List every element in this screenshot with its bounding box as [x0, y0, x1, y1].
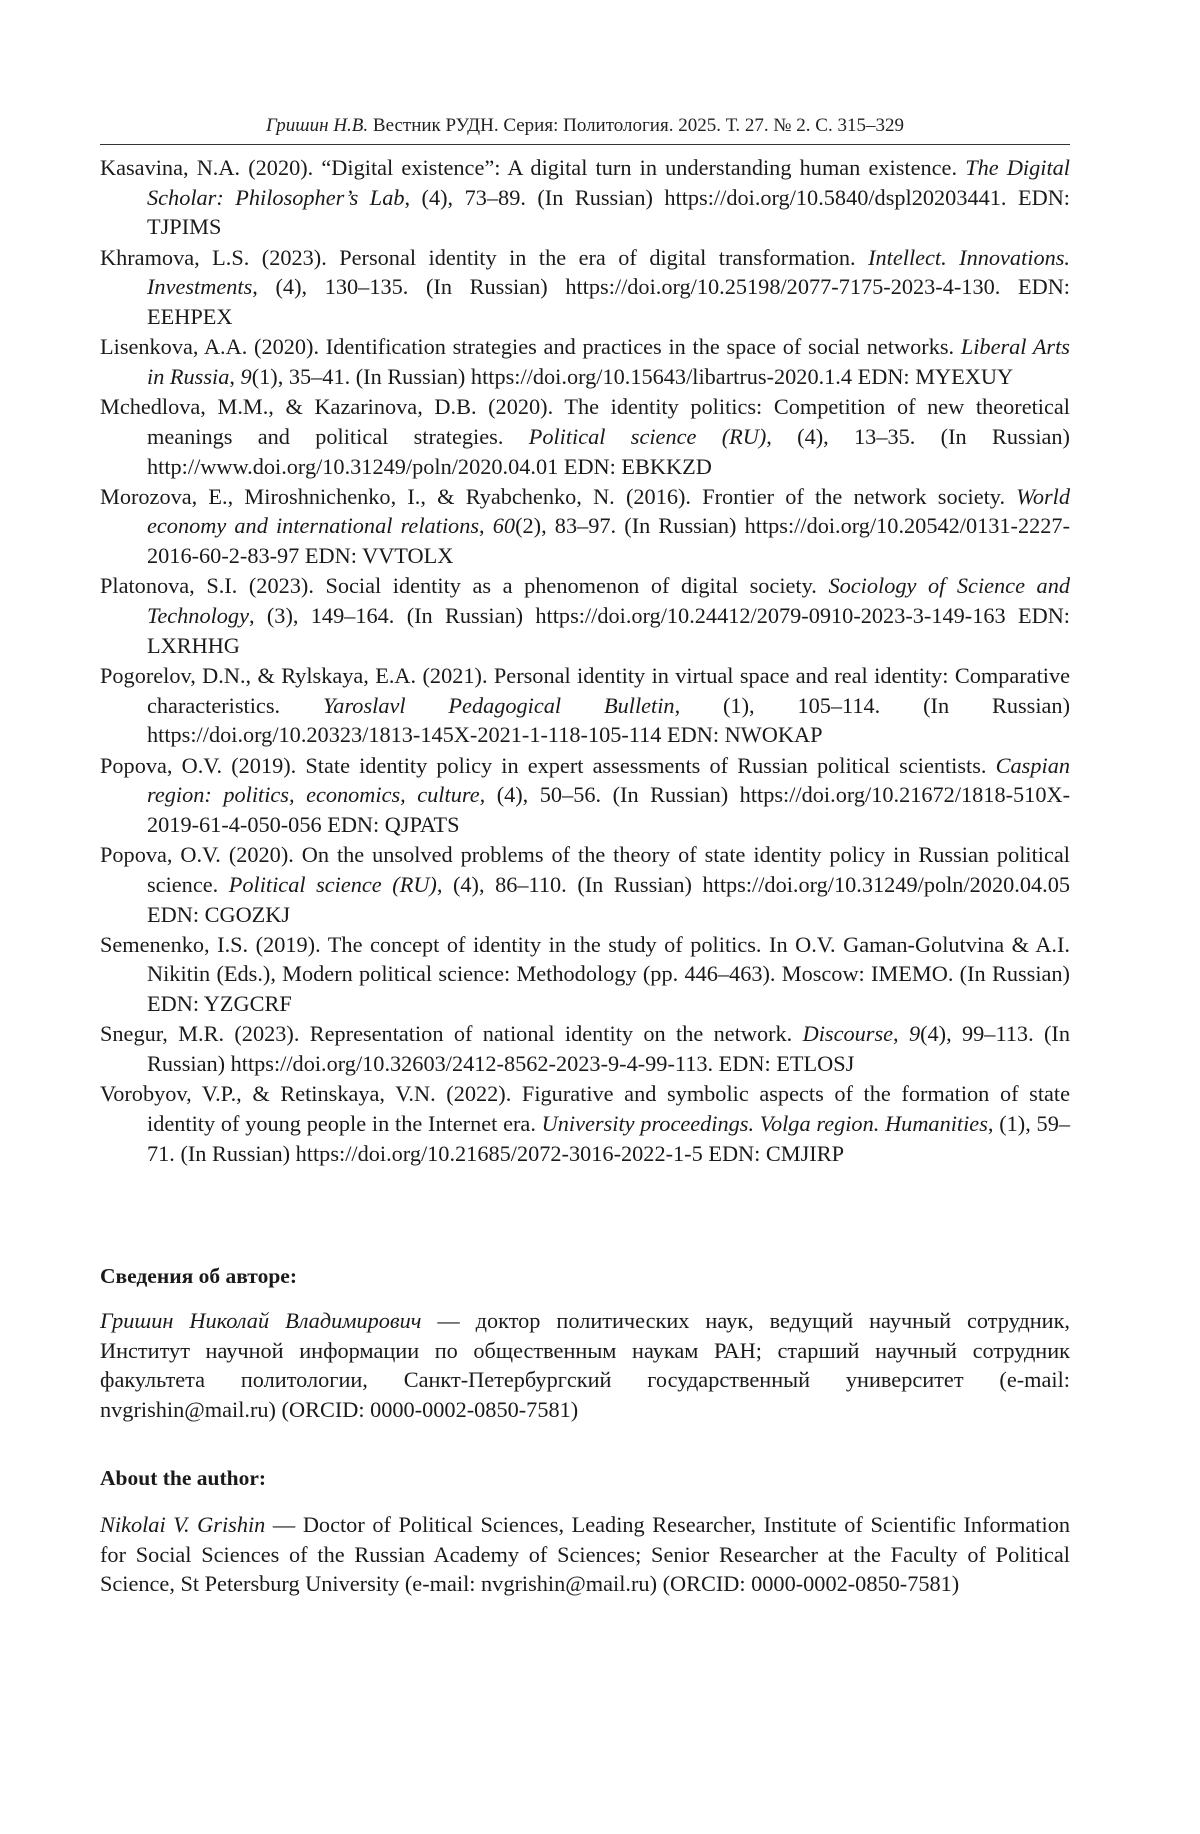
reference-list — [100, 153, 1070, 1169]
author-name-en: Nikolai V. Grishin — [100, 1512, 265, 1537]
ref-text: , — [893, 1021, 909, 1046]
ref-source: Sociology of Science and Technology — [147, 573, 1070, 628]
reference-item — [100, 392, 1070, 481]
reference-item — [100, 153, 1070, 242]
ref-source: Caspian region: politics, economics, culture, — [147, 753, 1070, 808]
ref-text: (1), 35–41. (In Russian) https://doi.org/10.15643/libartrus-2020.1.4 EDN: MYEXUY — [252, 364, 1013, 389]
about-author-ru-heading: Сведения об авторе: — [100, 1264, 1070, 1289]
ref-text: Snegur, M.R. (2023). Representation of national identity on the network. — [100, 1021, 803, 1046]
ref-text: Khramova, L.S. (2023). Personal identity in the era of digital transformation. — [100, 245, 868, 270]
ref-text: Mchedlova, M.M., & Kazarinova, D.B. (2020). The identity politics: Competition of new theoretical meanings and political strategies. — [100, 394, 1070, 449]
ref-volume: 9 — [909, 1021, 920, 1046]
about-author-en-text — [100, 1510, 1070, 1599]
reference-item — [100, 840, 1070, 929]
ref-text: , (3), 149–164. (In Russian) https://doi.org/10.24412/2079-0910-2023-3-149-163 EDN: LXRHHG — [147, 603, 1070, 658]
ref-volume: 60 — [493, 513, 515, 538]
reference-item — [100, 243, 1070, 332]
ref-source: The Digital Scholar: Philosopher’s Lab — [147, 155, 1070, 210]
author-bio-ru: — доктор политических наук, ведущий научный сотрудник, Институт научной информации по общественным наукам РАН; старший научный сотрудник факультета политологии, Санкт-Петербургский государственный университет (e-mail: nvgrishin@mail.ru) (ORCID: 0000-0002-0850-7581) — [100, 1308, 1070, 1422]
ref-text: (4), 50–56. (In Russian) https://doi.org/10.21672/1818-510X-2019-61-4-050-056 EDN: QJPATS — [147, 782, 1070, 837]
ref-text: Semenenko, I.S. (2019). The concept of identity in the study of politics. In O.V. Gaman-Golutvina & A.I. Nikitin (Eds.), Modern political science: Methodology (pp. 446–463). Moscow: IMEMO. (In Russian) EDN: YZGCRF — [100, 932, 1070, 1016]
ref-source: World economy and international relations — [147, 484, 1070, 539]
ref-source: Intellect. Innovations. Investments — [147, 245, 1070, 300]
reference-item — [100, 571, 1070, 660]
header-author: Гришин Н.В. — [266, 115, 368, 136]
ref-text: Lisenkova, A.A. (2020). Identification strategies and practices in the space of social networks. — [100, 334, 961, 359]
author-name-ru: Гришин Николай Владимирович — [100, 1308, 421, 1333]
ref-source: Discourse — [803, 1021, 893, 1046]
ref-text: Popova, O.V. (2019). State identity policy in expert assessments of Russian political scientists. — [100, 753, 996, 778]
ref-text: , (1), 59–71. (In Russian) https://doi.org/10.21685/2072-3016-2022-1-5 EDN: CMJIRP — [147, 1111, 1070, 1166]
ref-text: Morozova, E., Miroshnichenko, I., & Ryabchenko, N. (2016). Frontier of the network society. — [100, 484, 1016, 509]
ref-source: Liberal Arts in Russia — [147, 334, 1070, 389]
header-journal: Вестник РУДН. Серия: Политология. 2025. Т. 27. № 2. С. 315–329 — [373, 115, 904, 136]
ref-text: Popova, O.V. (2020). On the unsolved problems of the theory of state identity policy in Russian political science. — [100, 842, 1070, 897]
author-bio-en: — Doctor of Political Sciences, Leading Researcher, Institute of Scientific Information for Social Sciences of the Russian Academy of Sciences; Senior Researcher at the Faculty of Political Science, St Petersburg University (e-mail: nvgrishin@mail.ru) (ORCID: 0000-0002-0850-7581) — [100, 1512, 1070, 1596]
ref-source: Yaroslavl Pedagogical Bulletin — [323, 693, 675, 718]
running-header — [100, 115, 1070, 137]
ref-text: Vorobyov, V.P., & Retinskaya, V.N. (2022). Figurative and symbolic aspects of the formation of state identity of young people in the Internet era. — [100, 1081, 1070, 1136]
reference-item — [100, 1019, 1070, 1078]
ref-volume: 9 — [241, 364, 252, 389]
about-author-ru-text — [100, 1306, 1070, 1425]
ref-text: Kasavina, N.A. (2020). “Digital existence”: A digital turn in understanding human existence. — [100, 155, 965, 180]
ref-source: Political science (RU) — [529, 424, 767, 449]
reference-item — [100, 332, 1070, 391]
ref-text: , (4), 73–89. (In Russian) https://doi.org/10.5840/dspl20203441. EDN: TJPIMS — [147, 185, 1070, 240]
reference-item — [100, 930, 1070, 1019]
ref-text: (2), 83–97. (In Russian) https://doi.org/10.20542/0131-2227-2016-60-2-83-97 EDN: VVTOLX — [147, 513, 1070, 568]
reference-item — [100, 751, 1070, 840]
ref-source: University proceedings. Volga region. Humanities — [542, 1111, 988, 1136]
header-rule — [100, 144, 1070, 145]
ref-text: Platonova, S.I. (2023). Social identity as a phenomenon of digital society. — [100, 573, 828, 598]
ref-text: , (4), 130–135. (In Russian) https://doi.org/10.25198/2077-7175-2023-4-130. EDN: EEHPEX — [147, 274, 1070, 329]
reference-item — [100, 482, 1070, 571]
ref-text: , — [479, 513, 493, 538]
ref-source: Political science (RU) — [229, 872, 437, 897]
about-author-en-heading: About the author: — [100, 1466, 1070, 1491]
ref-text: , (4), 13–35. (In Russian) http://www.doi.org/10.31249/poln/2020.04.01 EDN: EBKKZD — [147, 424, 1070, 479]
ref-text: (4), 99–113. (In Russian) https://doi.org/10.32603/2412-8562-2023-9-4-99-113. EDN: ETLOSJ — [147, 1021, 1070, 1076]
reference-item — [100, 661, 1070, 750]
ref-text: , (4), 86–110. (In Russian) https://doi.org/10.31249/poln/2020.04.05 EDN: CGOZKJ — [147, 872, 1070, 927]
reference-item — [100, 1079, 1070, 1168]
ref-text: , — [229, 364, 240, 389]
ref-text: Pogorelov, D.N., & Rylskaya, E.A. (2021). Personal identity in virtual space and real identity: Comparative characteristics. — [100, 663, 1070, 718]
ref-text: , (1), 105–114. (In Russian) https://doi.org/10.20323/1813-145X-2021-1-118-105-114 EDN: NWOKAP — [147, 693, 1070, 748]
